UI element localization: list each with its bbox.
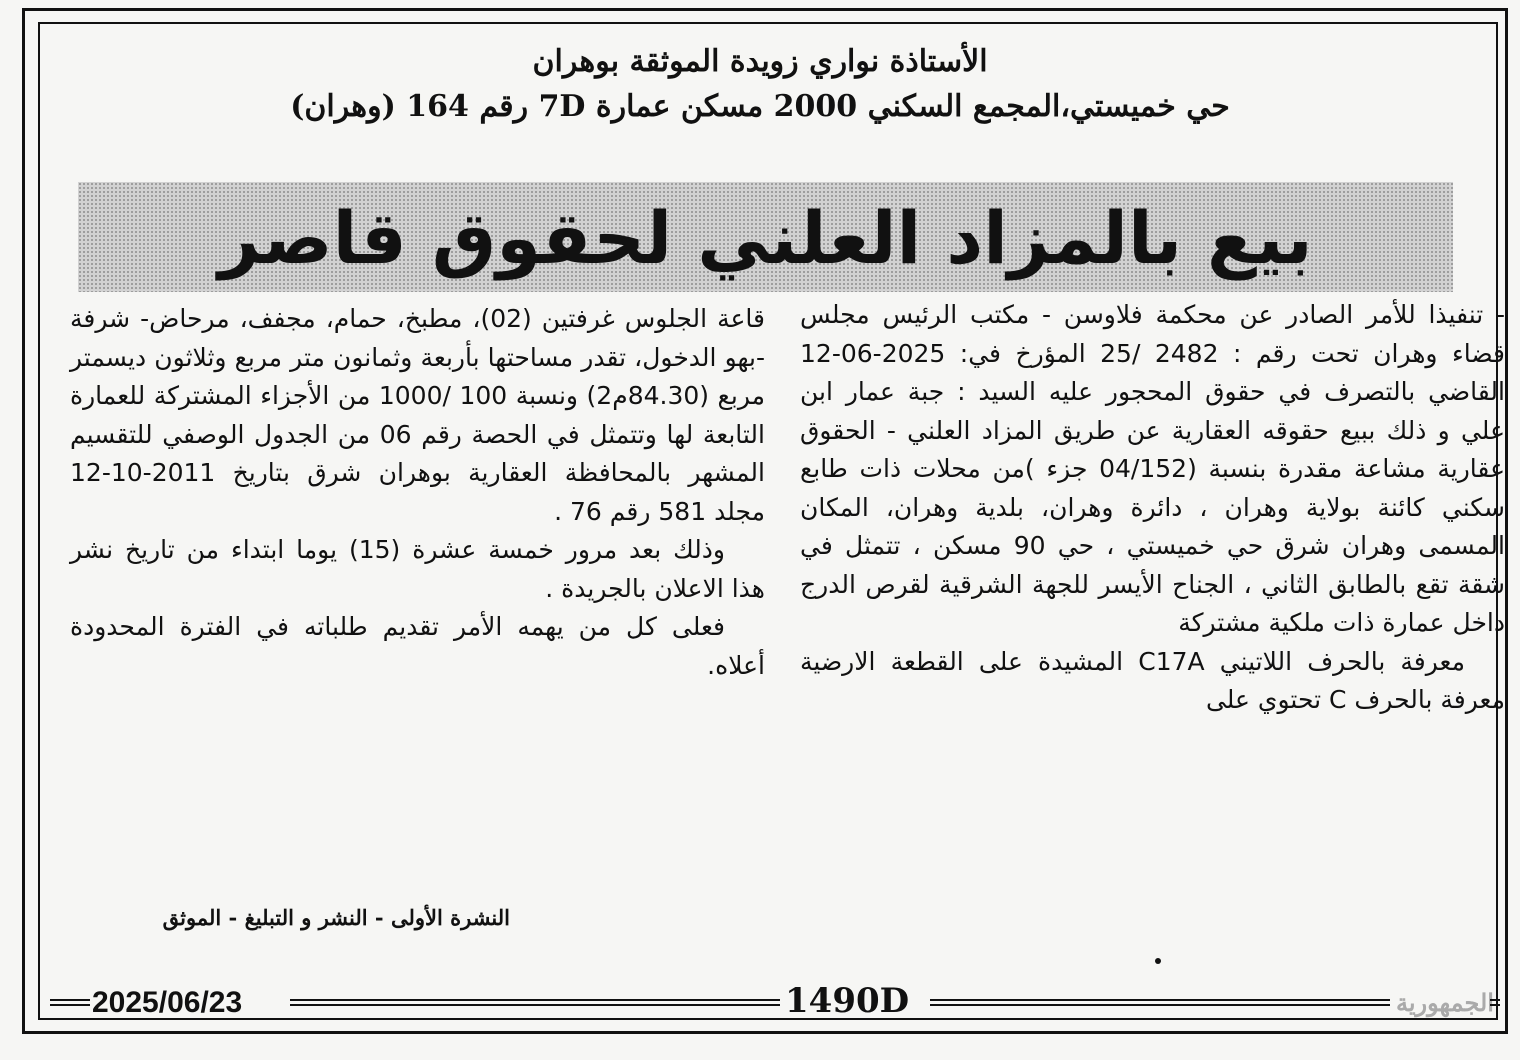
footer-rule-left (290, 999, 780, 1006)
headline: بيع بالمزاد العلني لحقوق قاصر (218, 196, 1313, 280)
right-column (800, 296, 1505, 720)
left-column (70, 300, 765, 685)
left-paragraph-1: قاعة الجلوس غرفتين (02)، مطبخ، حمام، مجفف، مرحاض- شرفة -بهو الدخول، تقدر مساحتها بأربعة وثمانون متر مربع وثلاثون ديسمتر مربع (84.30م2) ونسبة 100 /1000 من الأجزاء المشتركة للعمارة التابعة لها وتتمثل في الحصة رقم 06 من الجدول الوصفي للتقسيم المشهر بالمحافظة العقارية بوهران شرق بتاريخ 2011-10-12 مجلد 581 رقم 76 . (70, 304, 766, 526)
footer-rule-right (930, 999, 1390, 1006)
right-paragraph-1: - تنفيذا للأمر الصادر عن محكمة فلاوسن - مكتب الرئيس مجلس قضاء وهران تحت رقم : 2482 /25 المؤرخ في: 2025-06-12 القاضي بالتصرف في حقوق المحجور عليه السيد : جبة عمار ابن علي و ذلك ببيع حقوقه العقارية عن طريق المزاد العلني - الحقوق عقارية مشاعة مقدرة بنسبة (04/152 جزء )من محلات ذات طابع سكني كائنة بولاية وهران ، دائرة وهران، بلدية وهران، المكان المسمى وهران شرق حي خميستي ، حي 90 مسكن ، تتمثل في شقة تقع بالطابق الثاني ، الجناح الأيسر للجهة الشرقية لقرص الدرج داخل عمارة ذات ملكية مشتركة (800, 300, 1505, 637)
publication-date: 2025/06/23 (92, 986, 243, 1019)
right-paragraph-2: معرفة بالحرف اللاتيني C17A المشيدة على القطعة الارضية معرفة بالحرف C تحتوي على (800, 646, 1505, 714)
notary-name: الأستاذة نواري زويدة الموثقة بوهران (532, 44, 988, 79)
footer-rule-left-edge (50, 999, 90, 1006)
notary-header (140, 40, 1380, 130)
footer (50, 981, 1500, 1025)
newspaper-logo: الجمهورية (1396, 988, 1494, 1017)
footer-rule-right-edge (1490, 999, 1500, 1006)
signature-line: النشرة الأولى - النشر و التبليغ - الموثق (162, 905, 510, 930)
ad-code: 1490D (785, 981, 910, 1021)
notary-address: حي خميستي،المجمع السكني 2000 مسكن عمارة 7D رقم 164 (وهران) (290, 89, 1230, 124)
ink-dot (1155, 958, 1161, 964)
left-paragraph-3: فعلى كل من يهمه الأمر تقديم طلباته في الفترة المحدودة أعلاه. (70, 612, 765, 680)
left-paragraph-2: وذلك بعد مرور خمسة عشرة (15) يوما ابتداء من تاريخ نشر هذا الاعلان بالجريدة . (70, 535, 765, 603)
